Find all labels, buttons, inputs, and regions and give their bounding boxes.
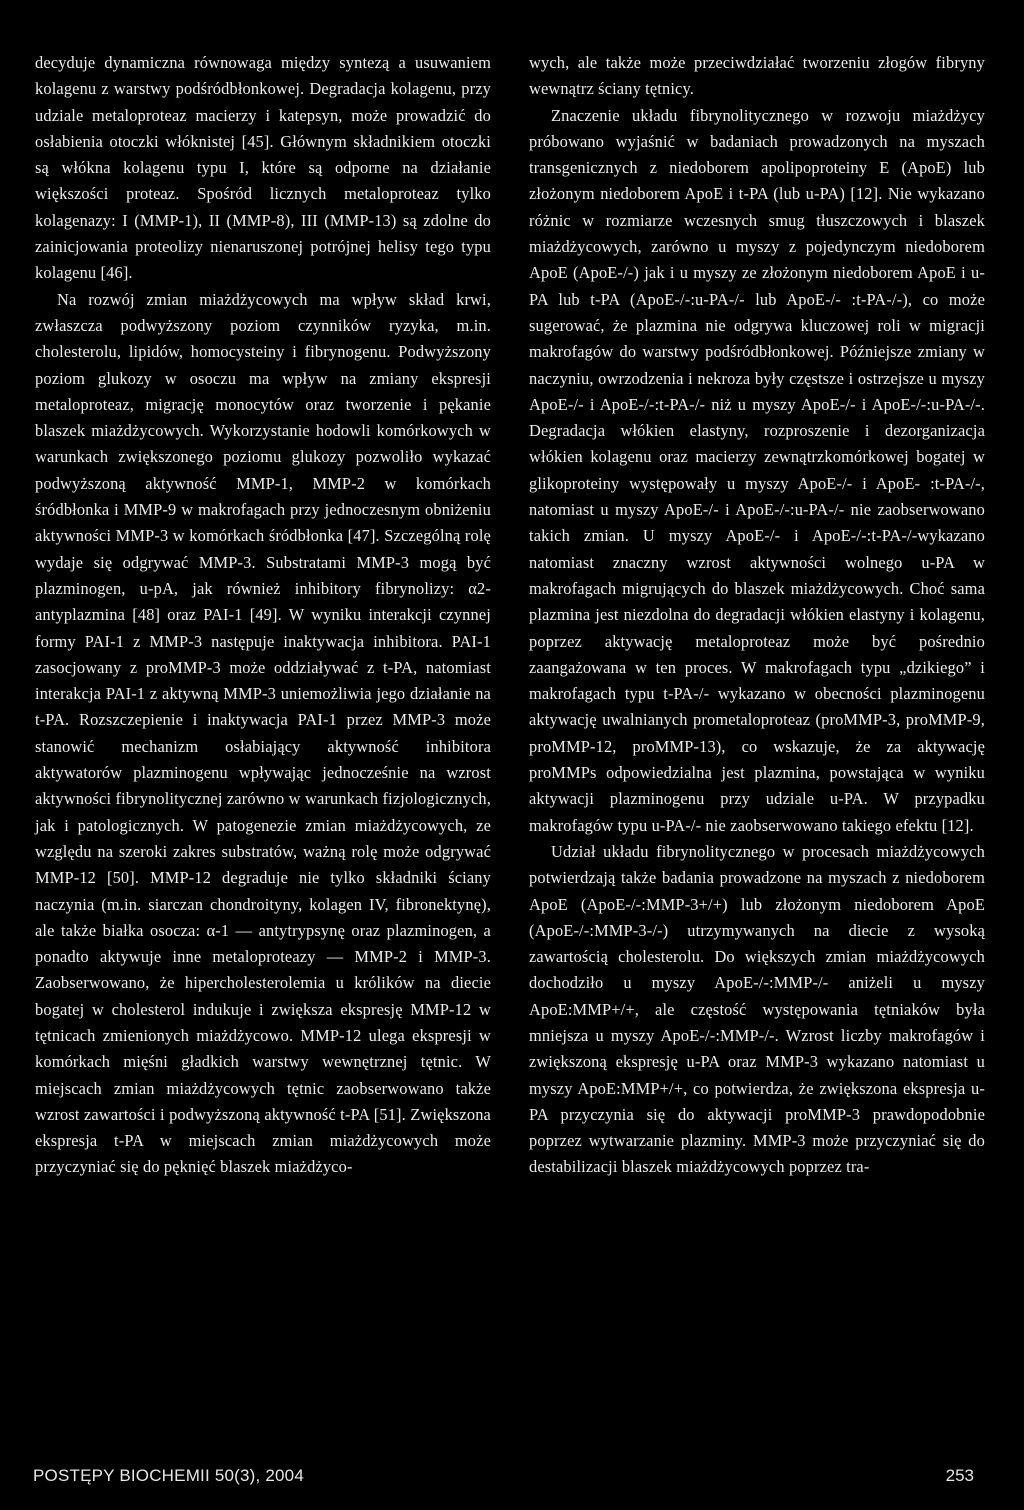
paragraph: Znaczenie układu fibrynolitycznego w rozwoju miażdżycy próbowano wyjaśnić w badaniach prowadzonych na myszach transgenicznych z niedoborem apolipoproteiny E (ApoE) lub złożonym niedoborem ApoE i t-PA (lub u-PA) [12]. Nie wykazano różnic w rozmiarze wczesnych smug tłuszczowych i blaszek miażdżycowych, zarówno u myszy z pojedynczym niedoborem ApoE (ApoE-/-) jak i u myszy ze złożonym niedoborem ApoE i u-PA lub t-PA (ApoE-/-:u-PA-/- lub ApoE-/- :t-PA-/-), co może sugerować, że plazmina nie odgrywa kluczowej roli w migracji makrofagów do warstwy podśródbłonkowej. Późniejsze zmiany w naczyniu, owrzodzenia i nekroza były częstsze i ostrzejsze u myszy ApoE-/- i ApoE-/-:t-PA-/- niż u myszy ApoE-/- i ApoE-/-:u-PA-/-. Degradacja włókien elastyny, rozproszenie i dezorganizacja włókien kolagenu oraz macierzy zewnątrzkomórkowej bogatej w glikoproteiny występowały u myszy ApoE-/- i ApoE- :t-PA-/-, natomiast u myszy ApoE-/- i ApoE-/-:u-PA-/- nie zaobserwowano takich zmian. U myszy ApoE-/- i ApoE-/-:t-PA-/-wykazano natomiast znaczny wzrost aktywności wolnego u-PA w makrofagach migrujących do blaszek miażdżycowych. Choć sama plazmina jest niezdolna do degradacji włókien elastyny i kolagenu, poprzez aktywację metaloproteaz może być pośrednio zaangażowana w ten proces. W makrofagach typu „dzikiego” i makrofagach typu t-PA-/- wykazano w obecności plazminogenu aktywację uwalnianych prometaloproteaz (proMMP-3, proMMP-9, proMMP-12, proMMP-13), co wskazuje, że za aktywację proMMPs odpowiedzialna jest plazmina, powstająca w wyniku aktywacji plazminogenu przy udziale u-PA. W przypadku makrofagów typu u-PA-/- nie zaobserwowano takiego efektu [12]. xyxy=(529,105,985,835)
page-number: 253 xyxy=(945,1466,974,1485)
paragraph: wych, ale także może przeciwdziałać tworzeniu złogów fibryny wewnątrz ściany tętnicy. xyxy=(529,53,985,99)
left-text-column xyxy=(35,50,491,1181)
paragraph: Na rozwój zmian miażdżycowych ma wpływ skład krwi, zwłaszcza podwyższony poziom czynników ryzyka, m.in. cholesterolu, lipidów, homocysteiny i fibrynogenu. Podwyższony poziom glukozy w osoczu ma wpływ na zmiany ekspresji metaloproteaz, migrację monocytów oraz tworzenie i pękanie blaszek miażdżycowych. Wykorzystanie hodowli komórkowych w warunkach zwiększonego poziomu glukozy pozwoliło wykazać podwyższoną aktywność MMP-1, MMP-2 w komórkach śródbłonka i MMP-9 w makrofagach przy jednoczesnym obniżeniu aktywności MMP-3 w komórkach śródbłonka [47]. Szczególną rolę wydaje się odgrywać MMP-3. Substratami MMP-3 mogą być plazminogen, u-pA, jak również inhibitory fibrynolizy: α2-antyplazmina [48] oraz PAI-1 [49]. W wyniku interakcji czynnej formy PAI-1 z MMP-3 następuje inaktywacja inhibitora. PAI-1 zasocjowany z proMMP-3 może oddziaływać z t-PA, natomiast interakcja PAI-1 z aktywną MMP-3 uniemożliwia jego działanie na t-PA. Rozszczepienie i inaktywacja PAI-1 przez MMP-3 może stanowić mechanizm osłabiający aktywność inhibitora aktywatorów plazminogenu wpływając jednocześnie na wzrost aktywności fibrynolitycznej zarówno w warunkach fizjologicznych, jak i patologicznych. W patogenezie zmian miażdżycowych, ze względu na szeroki zakres substratów, ważną rolę może odgrywać MMP-12 [50]. MMP-12 degraduje nie tylko składniki ściany naczynia (m.in. siarczan chondroityny, kolagen IV, fibronektynę), ale także białka osocza: α-1 — antytrypsynę oraz plazminogen, a ponadto aktywuje inne metaloproteazy — MMP-2 i MMP-3. Zaobserwowano, że hipercholesterolemia u królików na diecie bogatej w cholesterol indukuje i zwiększa ekspresję MMP-12 w tętnicach zmienionych miażdżycowo. MMP-12 ulega ekspresji w komórkach mięśni gładkich warstwy wewnętrznej tętnic. W miejscach zmian miażdżycowych tętnic zaobserwowano także wzrost zawartości i podwyższoną aktywność t-PA [51]. Zwiększona ekspresja t-PA w miejscach zmian miażdżycowych może przyczyniać się do pęknięć blaszek miażdżyco- xyxy=(35,289,491,1177)
journal-citation: POSTĘPY BIOCHEMII 50(3), 2004 xyxy=(33,1466,304,1485)
right-text-column xyxy=(529,50,985,1181)
paragraph: Udział układu fibrynolitycznego w procesach miażdżycowych potwierdzają także badania prowadzone na myszach z niedoborem ApoE (ApoE-/-:MMP-3+/+) lub złożonym niedoborem ApoE (ApoE-/-:MMP-3-/-) utrzymywanych na diecie z wysoką zawartością cholesterolu. Do większych zmian miażdżycowych dochodziło u myszy ApoE-/-:MMP-/- aniżeli u myszy ApoE:MMP+/+, ale częstość występowania tętniaków była mniejsza u myszy ApoE-/-:MMP-/-. Wzrost liczby makrofagów i zwiększoną ekspresję u-PA oraz MMP-3 wykazano natomiast u myszy ApoE:MMP+/+, co potwierdza, że zwiększona ekspresja u-PA przyczynia się do aktywacji proMMP-3 prawdopodobnie poprzez wytwarzanie plazminy. MMP-3 może przyczyniać się do destabilizacji blaszek miażdżycowych poprzez tra- xyxy=(529,841,985,1177)
paragraph: decyduje dynamiczna równowaga między syntezą a usuwaniem kolagenu z warstwy podśródbłonkowej. Degradacja kolagenu, przy udziale metaloproteaz macierzy i katepsyn, może prowadzić do osłabienia otoczki włóknistej [45]. Głównym składnikiem otoczki są włókna kolagenu typu I, które są odporne na działanie większości proteaz. Spośród licznych metaloproteaz tylko kolagenazy: I (MMP-1), II (MMP-8), III (MMP-13) są zdolne do zainicjowania proteolizy nienaruszonej potrójnej helisy tego typu kolagenu [46]. xyxy=(35,53,491,283)
